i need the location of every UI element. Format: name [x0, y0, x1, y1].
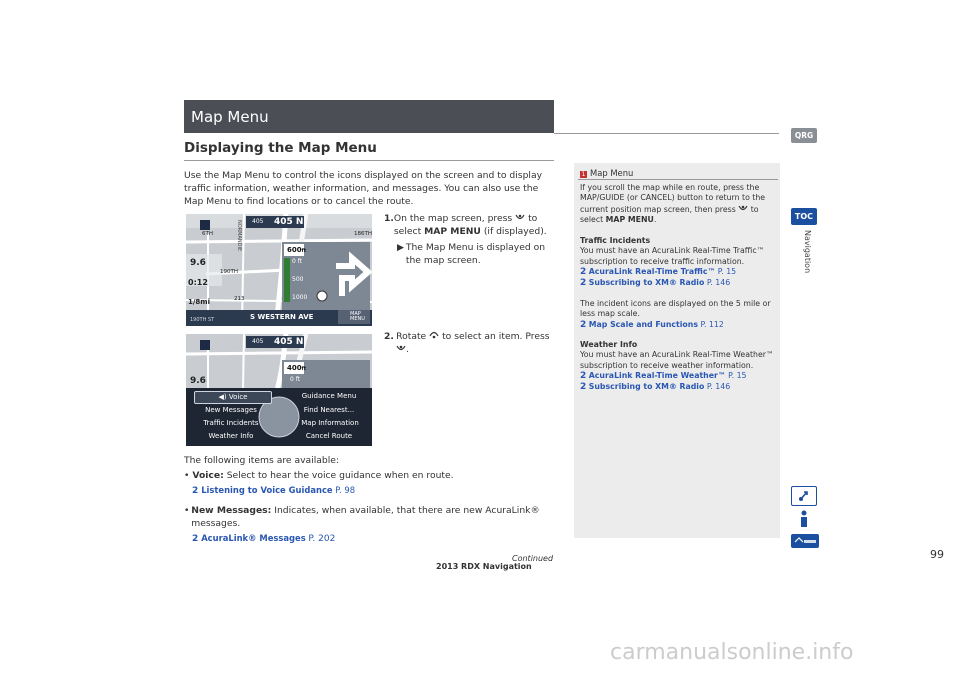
sidebar-incident-text: The incident icons are displayed on the 5 mile or less map scale. — [580, 299, 771, 319]
map2-scale-0: 0 ft — [290, 376, 301, 383]
sidebar-link-xm-2-text: Subscribing to XM® Radio — [588, 381, 705, 391]
map-menu-guidance-menu[interactable]: Guidance Menu — [301, 392, 357, 400]
index-icon — [792, 487, 816, 505]
map1-street-6th: 6TH — [202, 231, 213, 237]
step-2-text — [396, 330, 554, 356]
map1-scale-500: 500 — [292, 276, 304, 283]
step-2-post: to select an item. Press — [442, 331, 550, 342]
map1-scale-top — [287, 246, 306, 254]
sidebar-weather — [580, 340, 775, 392]
item-new-messages — [184, 504, 554, 546]
step-1-post: to select — [393, 213, 538, 237]
map1-scale-1000: 1000 — [292, 294, 308, 301]
sidebar-para-1-tail: to select — [580, 204, 759, 225]
map1-route-badge: 405 — [252, 218, 264, 225]
map1-street-190th: 190TH — [220, 269, 238, 275]
map2-scale-top — [287, 364, 306, 372]
map1-scale-top-value: 600 — [287, 246, 302, 254]
step-1-pre: On the map screen, press — [393, 213, 513, 224]
link-arrow-icon: 2 — [580, 277, 587, 288]
sidebar-weather-text: You must have an AcuraLink Real-Time Weather™ subscription to receive weather information. — [580, 350, 774, 370]
link-arrow-icon: 2 — [192, 486, 199, 496]
home-button[interactable] — [791, 534, 819, 548]
step-2-number: 2. — [384, 331, 394, 342]
sidebar-para-1-bold: MAP MENU — [605, 215, 654, 225]
link-arrow-icon: 2 — [192, 534, 199, 544]
sidebar-para-1-text: If you scroll the map while en route, press the MAP/GUIDE (or CANCEL) button to return to the current position map screen, then press — [580, 183, 766, 214]
sidebar-incident — [580, 299, 775, 330]
sidebar-title-text: Map Menu — [590, 168, 634, 178]
sidebar-rule — [578, 179, 778, 180]
map-2-drawing — [186, 334, 372, 446]
sidebar-link-weather-page: P. 15 — [728, 371, 747, 381]
item-voice — [184, 469, 554, 498]
link-arrow-icon: 2 — [580, 319, 587, 330]
map2-route-label: 405 N — [274, 337, 304, 347]
navigation-tab: Navigation — [803, 230, 812, 274]
toc-tab[interactable]: TOC — [791, 208, 817, 225]
item-new-messages-text: Indicates, when available, that there are new AcuraLink® messages. — [191, 505, 540, 529]
map1-distance: 9.6 — [190, 258, 206, 268]
speaker-icon: ◀) — [218, 393, 229, 401]
map1-street-190th-st: 190TH ST — [190, 317, 215, 323]
bullet: • — [184, 505, 190, 516]
result-arrow-icon: ▶ — [397, 242, 405, 253]
item-voice-text: Select to hear the voice guidance when en route. — [226, 470, 454, 481]
link-arrow-icon: 2 — [580, 381, 587, 392]
map1-num-213: 213 — [234, 296, 245, 302]
step-1 — [384, 212, 554, 267]
link-voice-guidance[interactable] — [201, 485, 355, 495]
map1-scale-left: 1/8mi — [188, 298, 210, 306]
map-1-drawing — [186, 214, 372, 326]
page-title: Map Menu — [191, 108, 269, 126]
map2-route-badge: 405 — [252, 338, 264, 345]
sidebar-link-xm-2-page: P. 146 — [706, 381, 731, 391]
sidebar-traffic-head: Traffic Incidents — [580, 236, 651, 245]
press-knob-icon — [515, 213, 525, 222]
step-1-result: The Map Menu is displayed on the map screen. — [405, 242, 546, 266]
sidebar-link-traffic-text: AcuraLink Real-Time Traffic™ — [588, 267, 716, 277]
map1-scale-0: 0 ft — [292, 258, 303, 265]
rotate-knob-icon — [429, 331, 439, 340]
sidebar-link-traffic-page: P. 15 — [717, 267, 737, 277]
sidebar-link-xm-1-page: P. 146 — [706, 277, 731, 287]
link-acuralink-messages-text: AcuraLink® Messages — [201, 533, 306, 543]
step-1-text — [394, 212, 554, 238]
page-number: 99 — [930, 548, 944, 561]
map1-scale-top-unit: ft — [301, 248, 307, 254]
link-acuralink-messages-page: P. 202 — [308, 534, 336, 544]
sidebar-traffic — [580, 236, 775, 288]
sidebar-link-weather[interactable] — [589, 371, 747, 380]
step-1-number: 1. — [384, 213, 394, 224]
sidebar-traffic-text: You must have an AcuraLink Real-Time Traffic™ subscription to receive traffic information. — [580, 246, 765, 266]
map-screenshot-2 — [186, 334, 372, 446]
step-2 — [384, 330, 554, 356]
sidebar-link-weather-text: AcuraLink Real-Time Weather™ — [588, 371, 726, 381]
step-1-bold: MAP MENU — [424, 226, 481, 237]
map-menu-map-information[interactable]: Map Information — [301, 419, 359, 427]
book-title: 2013 RDX Navigation — [436, 562, 532, 571]
sidebar-title — [580, 168, 633, 178]
home-icon — [791, 535, 819, 549]
note-icon: 1 — [581, 171, 586, 178]
item-new-messages-label: New Messages: — [191, 505, 272, 516]
map1-street-186th: 186TH — [354, 231, 372, 237]
link-voice-guidance-page: P. 98 — [335, 485, 356, 495]
map-menu-cancel-route[interactable]: Cancel Route — [305, 432, 353, 440]
sidebar-link-map-scale-page: P. 112 — [700, 319, 724, 329]
info-icon — [797, 510, 811, 528]
map2-distance: 9.6 — [190, 376, 206, 386]
map-menu-new-messages[interactable]: New Messages — [205, 406, 257, 414]
map-menu-traffic-incidents[interactable]: Traffic Incidents — [203, 419, 259, 427]
bullet: • — [184, 470, 190, 481]
step-1-tail: (if displayed). — [483, 226, 547, 237]
intro-paragraph: Use the Map Menu to control the icons displayed on the screen and to display traffic information, weather information, and messages. You can also use the Map Menu to find locations or to cancel the route. — [184, 170, 543, 207]
step-2-pre: Rotate — [396, 331, 427, 342]
press-knob-icon — [738, 204, 748, 213]
map-menu-weather-info[interactable]: Weather Info — [208, 432, 254, 440]
link-voice-guidance-text: Listening to Voice Guidance — [201, 485, 333, 495]
map-menu-voice-label: Voice — [228, 393, 248, 401]
map-menu-voice[interactable] — [194, 391, 272, 404]
section-heading: Displaying the Map Menu — [184, 140, 377, 156]
index-button[interactable] — [791, 486, 817, 506]
items-intro: The following items are available: — [184, 455, 340, 466]
map-screenshot-1 — [186, 214, 372, 326]
continued-label: Continued — [512, 554, 554, 563]
link-acuralink-messages[interactable] — [201, 533, 335, 543]
link-arrow-icon: 2 — [580, 267, 587, 278]
sidebar-link-xm-1[interactable] — [589, 278, 730, 287]
step-2-tail: . — [406, 344, 410, 355]
sidebar-link-map-scale-text: Map Scale and Functions — [588, 319, 698, 329]
sidebar-link-traffic[interactable] — [589, 267, 736, 276]
map1-map-menu-button: MAP MENU — [350, 311, 365, 322]
map1-street-western: S WESTERN AVE — [250, 313, 314, 321]
map1-street-normandie: NORMANDIE — [236, 220, 242, 252]
heading-rule — [184, 160, 554, 161]
sidebar-link-xm-2[interactable] — [589, 382, 730, 391]
sidebar-weather-head: Weather Info — [580, 340, 638, 349]
press-knob-icon — [396, 344, 406, 353]
sidebar-link-xm-1-text: Subscribing to XM® Radio — [588, 277, 705, 287]
title-bar — [184, 100, 554, 133]
header-rule — [554, 133, 779, 134]
map2-scale-top-unit: ft — [301, 366, 307, 372]
link-arrow-icon: 2 — [580, 371, 587, 382]
info-button[interactable] — [797, 510, 811, 528]
map-menu-find-nearest[interactable]: Find Nearest... — [303, 406, 355, 414]
map2-scale-top-value: 400 — [287, 364, 302, 372]
sidebar-link-map-scale[interactable] — [589, 320, 724, 329]
watermark: carmanualsonline.info — [610, 640, 854, 665]
item-voice-label: Voice: — [192, 470, 224, 481]
map1-eta: 0:12 — [188, 278, 208, 287]
map1-route-label: 405 N — [274, 217, 304, 227]
qrg-tab[interactable]: QRG — [791, 128, 817, 143]
sidebar-para-1: If you scroll the map while en route, press the MAP/GUIDE (or CANCEL) button to return to the current position map screen, then press to select MAP MENU. — [580, 183, 766, 225]
